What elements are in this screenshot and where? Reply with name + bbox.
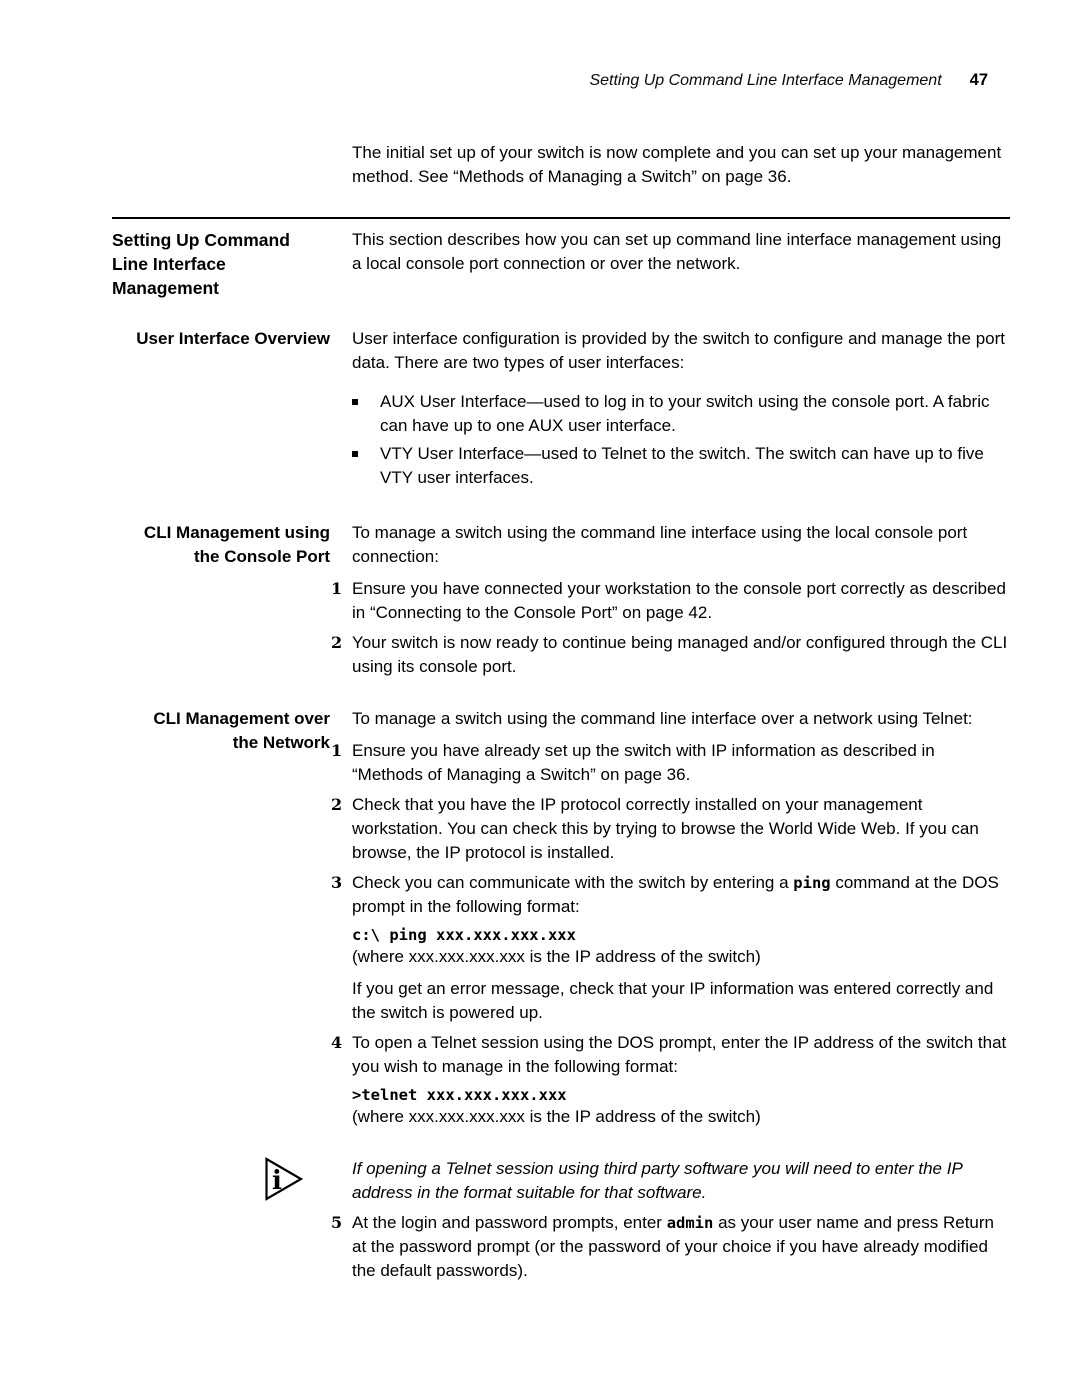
numbered-step-row — [112, 1211, 1010, 1289]
subsection-heading-line: CLI Management using — [143, 523, 330, 542]
list-item — [352, 442, 1010, 490]
running-header — [112, 68, 988, 93]
step-text: At the login and password prompts, enter — [352, 1213, 667, 1232]
info-note-icon — [265, 1157, 303, 1201]
section-cli-management-console-port — [112, 521, 1010, 685]
note-icon-cell — [112, 1157, 352, 1205]
section-setting-up-cli-management — [112, 228, 1010, 300]
inline-command: ping — [793, 874, 831, 892]
step-text: Check you can communicate with the switch by entering a — [352, 873, 794, 892]
step-number: 3 — [331, 873, 343, 892]
subsection-heading: User Interface Overview — [136, 329, 330, 348]
numbered-step — [331, 1031, 1010, 1137]
numbered-step — [331, 739, 1010, 787]
step-number: 2 — [331, 795, 343, 814]
intro-paragraph: The initial set up of your switch is now complete and you can set up your management method. See “Methods of Managing a Switch” on page 36. — [352, 143, 1002, 186]
section-body: This section describes how you can set up command line interface management using a local console port connection or over the network. — [352, 230, 1002, 273]
step-number: 5 — [331, 1213, 343, 1232]
subsection-body: User interface configuration is provided by the switch to configure and manage the port data. There are two types of user interfaces: — [352, 329, 1005, 372]
section-heading-line: Line Interface — [112, 254, 226, 274]
section-heading-line: Setting Up Command — [112, 230, 290, 250]
list-item — [352, 390, 1010, 438]
subsection-heading — [112, 521, 352, 685]
section-heading-line: Management — [112, 278, 219, 298]
section-divider-rule — [112, 217, 1010, 219]
step-text: Your switch is now ready to continue being managed and/or configured through the CLI using its console port. — [352, 633, 1008, 676]
step-text: command at the DOS prompt in the following format: — [352, 873, 999, 916]
subsection-heading-line: the Network — [232, 733, 330, 752]
section-heading — [112, 228, 352, 300]
bullet-text: VTY User Interface—used to Telnet to the switch. The switch can have up to five VTY user interfaces. — [380, 444, 984, 487]
step-number: 4 — [331, 1033, 343, 1052]
subsection-heading-line: CLI Management over — [153, 709, 330, 728]
subsection-heading — [112, 707, 352, 1143]
numbered-step — [331, 871, 1010, 1025]
section-cli-management-network — [112, 707, 1010, 1143]
bullet-square-icon — [352, 390, 380, 438]
svg-text:i: i — [272, 1166, 282, 1196]
numbered-step — [331, 1211, 1010, 1283]
section-user-interface-overview — [112, 327, 1010, 494]
step-number: 2 — [331, 633, 343, 652]
note-text: If opening a Telnet session using third party software you will need to enter the IP address in the format suitable for that software. — [352, 1159, 963, 1202]
error-note: If you get an error message, check that your IP information was entered correctly and the switch is powered up. — [352, 979, 994, 1022]
page-number: 47 — [969, 71, 988, 89]
numbered-step — [331, 793, 1010, 865]
step-text: To open a Telnet session using the DOS prompt, enter the IP address of the switch that you wish to manage in the following format: — [352, 1033, 1007, 1076]
inline-command: admin — [666, 1214, 714, 1232]
numbered-step — [331, 577, 1010, 625]
subsection-body: To manage a switch using the command line interface using the local console port connection: — [352, 523, 968, 566]
step-text: Check that you have the IP protocol correctly installed on your management workstation. You can check this by trying to browse the World Wide Web. If you can browse, the IP protocol is installed. — [352, 795, 979, 862]
command-line: c:\ ping xxx.xxx.xxx.xxx — [352, 926, 576, 944]
step-text: Ensure you have already set up the switch with IP information as described in “Methods of Managing a Switch” on page 36. — [352, 741, 935, 784]
step-text: as your user name and press Return at the password prompt (or the password of your choice if you have already modified the default passwords). — [352, 1213, 995, 1280]
numbered-step — [331, 631, 1010, 679]
bullet-square-icon — [352, 442, 380, 490]
command-line: >telnet xxx.xxx.xxx.xxx — [352, 1086, 567, 1104]
empty-margin — [112, 1211, 352, 1289]
info-note — [112, 1157, 1010, 1205]
command-explanation: (where xxx.xxx.xxx.xxx is the IP address of the switch) — [352, 1107, 761, 1126]
step-number: 1 — [331, 579, 343, 598]
subsection-heading-line: the Console Port — [193, 547, 330, 566]
bullet-text: AUX User Interface—used to log in to your switch using the console port. A fabric can have up to one AUX user interface. — [380, 392, 990, 435]
command-explanation: (where xxx.xxx.xxx.xxx is the IP address of the switch) — [352, 947, 761, 966]
running-header-title: Setting Up Command Line Interface Management — [589, 72, 942, 89]
step-text: Ensure you have connected your workstation to the console port correctly as described in “Connecting to the Console Port” on page 42. — [352, 579, 1006, 622]
step-number: 1 — [331, 741, 343, 760]
subsection-body: To manage a switch using the command line interface over a network using Telnet: — [352, 709, 973, 728]
